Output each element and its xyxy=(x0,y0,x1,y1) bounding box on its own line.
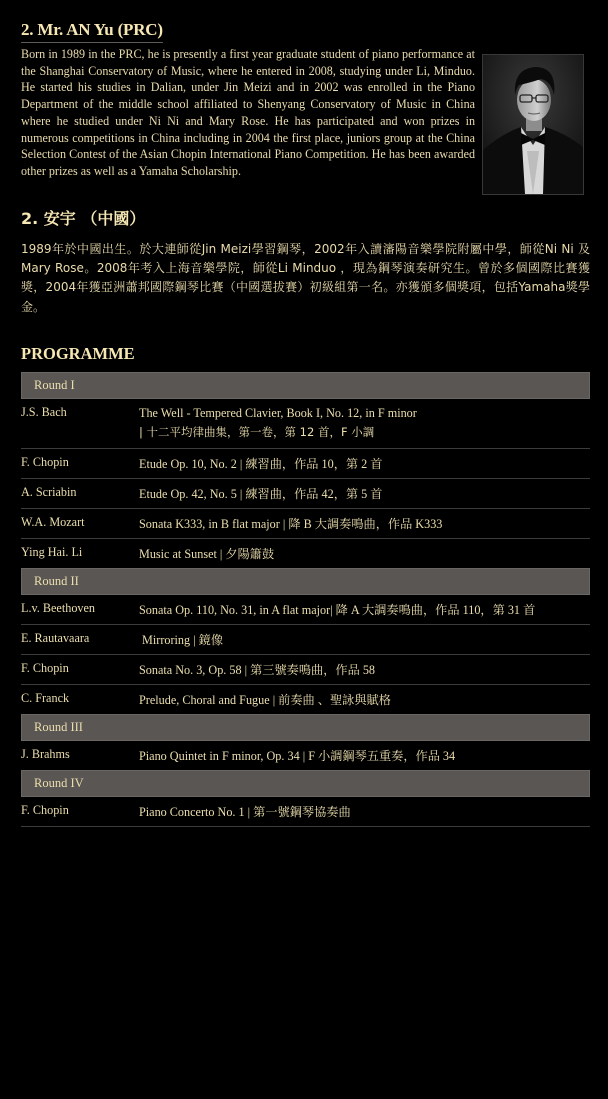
programme-heading: PROGRAMME xyxy=(21,344,135,363)
programme-table xyxy=(21,372,590,827)
programme-row xyxy=(21,479,590,509)
english-biography: Born in 1989 in the PRC, he is presently a first year graduate student of piano performance at the Shanghai Conservatory of Music, where he entered in 2008, studying under Li, Minduo. He started his studies in Dalian, under Jin Meizi and in 2002 was enrolled in the Piano Department of the middle school affiliated to Shenyang Conservatory of Music in China where he studied under Ni Ni and Mary Rose. He has participated and won prizes in numerous competitions in China including in 2004 the first place, juniors group at the China Selection Contest of the Asian Chopin International Piano Competition. He has been awarded other prizes as well as a Yamaha Scholarship. xyxy=(21,47,475,178)
programme-row xyxy=(21,625,590,655)
chinese-biography: 1989年於中國出生。於大連師從Jin Meizi學習鋼琴，2002年入讀瀋陽音樂學院附屬中學，師從Ni Ni 及Mary Rose。2008年考入上海音樂學院，師從Li Minduo ，現為鋼琴演奏研究生。曾於多個國際比賽獲獎，2004年獲亞洲蕭邦國際鋼琴比賽（中國選拔賽）初級組第一名。亦獲頒多個獎項，包括Yamaha獎學金。 xyxy=(21,242,590,314)
work-title: Mirroring | 鏡像 xyxy=(139,633,224,647)
work-title: Sonata No. 3, Op. 58 | 第三號奏鳴曲，作品 58 xyxy=(139,663,376,677)
programme-row xyxy=(21,685,590,714)
composer: J.S. Bach xyxy=(21,405,67,419)
programme-row xyxy=(21,399,590,449)
programme-row xyxy=(21,595,590,625)
programme-row xyxy=(21,655,590,685)
composer: F. Chopin xyxy=(21,803,69,817)
programme-row xyxy=(21,449,590,479)
composer: W.A. Mozart xyxy=(21,515,85,529)
round-header: Round III xyxy=(21,714,590,741)
programme-row xyxy=(21,539,590,568)
programme-row xyxy=(21,741,590,770)
work-title: Piano Concerto No. 1 | 第一號鋼琴協奏曲 xyxy=(139,805,351,819)
composer: E. Rautavaara xyxy=(21,631,90,645)
round-header: Round IV xyxy=(21,770,590,797)
work-title-english: The Well - Tempered Clavier, Book I, No. 12, in F minor xyxy=(139,406,417,420)
portrait-photo xyxy=(482,54,584,195)
work-title: Sonata K333, in B flat major | 降 B 大調奏鳴曲，作品 K333 xyxy=(139,517,443,531)
composer: F. Chopin xyxy=(21,455,69,469)
portrait-image xyxy=(483,55,583,194)
round-header: Round II xyxy=(21,568,590,595)
composer: J. Brahms xyxy=(21,747,70,761)
work-title: Prelude, Choral and Fugue | 前奏曲 、聖詠與賦格 xyxy=(139,693,391,707)
work-title-chinese: | 十二平均律曲集，第一卷，第 12 首，F 小調 xyxy=(139,425,375,439)
composer: A. Scriabin xyxy=(21,485,77,499)
work-title: Piano Quintet in F minor, Op. 34 | F 小調鋼琴五重奏，作品 34 xyxy=(139,749,456,763)
english-heading: 2. Mr. AN Yu (PRC) xyxy=(21,19,163,43)
composer: C. Franck xyxy=(21,691,70,705)
composer: Ying Hai. Li xyxy=(21,545,83,559)
composer: L.v. Beethoven xyxy=(21,601,96,615)
work-title: Etude Op. 10, No. 2 | 練習曲，作品 10，第 2 首 xyxy=(139,457,383,471)
round-header: Round I xyxy=(21,372,590,399)
chinese-heading: 2. 安宇 （中國） xyxy=(21,209,146,228)
work-title: Etude Op. 42, No. 5 | 練習曲，作品 42，第 5 首 xyxy=(139,487,383,501)
programme-row xyxy=(21,509,590,539)
programme-row xyxy=(21,797,590,827)
work-title: Sonata Op. 110, No. 31, in A flat major| 降 A 大調奏鳴曲，作品 110，第 31 首 xyxy=(139,603,536,617)
work-title xyxy=(139,399,590,448)
composer: F. Chopin xyxy=(21,661,69,675)
work-title: Music at Sunset | 夕陽簫鼓 xyxy=(139,547,275,561)
